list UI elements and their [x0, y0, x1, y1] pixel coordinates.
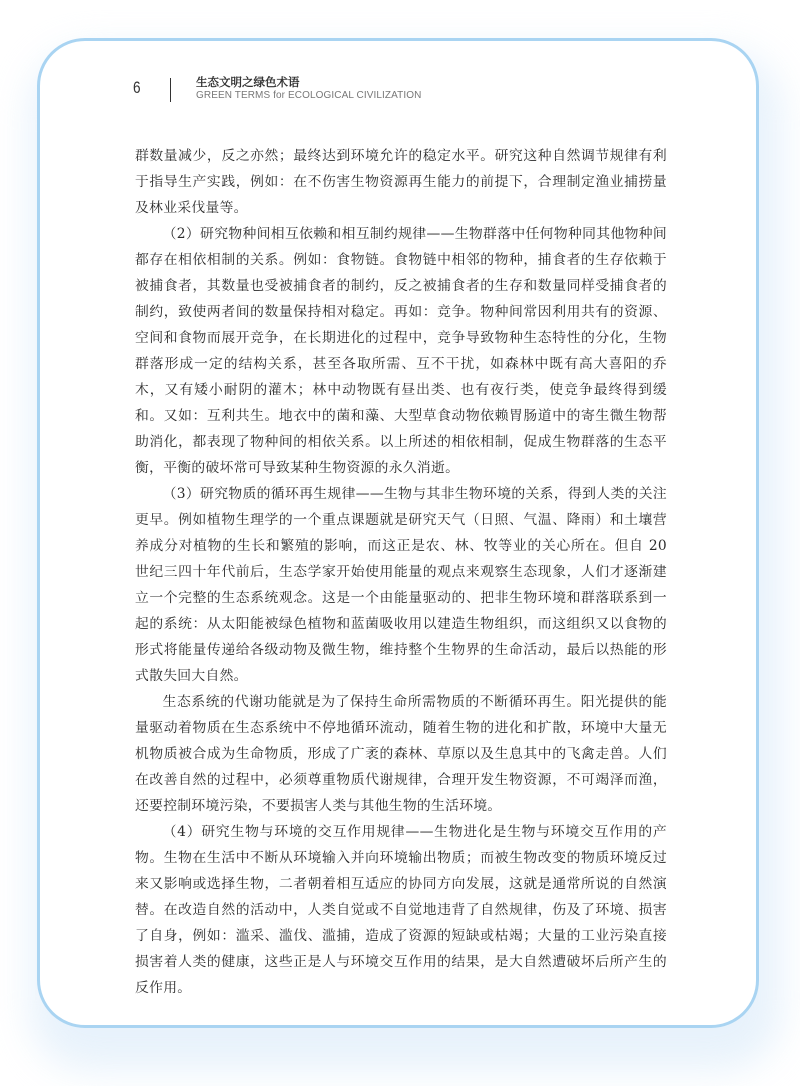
- paragraph: 群数量减少，反之亦然；最终达到环境允许的稳定水平。研究这种自然调节规律有利于指导生产实践，例如：在不伤害生物资源再生能力的前提下，合理制定渔业捕捞量及林业采伐量等。: [135, 148, 667, 216]
- paragraph: （3）研究物质的循环再生规律——生物与其非生物环境的关系，得到人类的关注更早。例如植物生理学的一个重点课题就是研究天气（日照、气温、降雨）和土壤营养成分对植物的生长和繁殖的影响，而这正是农、林、牧等业的关心所在。但自 20 世纪三四十年代前后，生态学家开始使用能量的观点来观察生态现象，人们才逐渐建立一个完整的生态系统观念。这是一个由能量驱动的、把非生物环境和群落联系到一起的系统：从太阳能被绿色植物和蓝菌吸收用以建造生物组织，而这组织又以食物的形式将能量传递给各级动物及微生物，维持整个生物界的生命活动，最后以热能的形式散失回大自然。: [135, 486, 667, 684]
- paragraph: （4）研究生物与环境的交互作用规律——生物进化是生物与环境交互作用的产物。生物在生活中不断从环境输入并向环境输出物质；而被生物改变的物质环境反过来又影响或选择生物，二者朝着相互适应的协同方向发展，这就是通常所说的自然演替。在改造自然的活动中，人类自觉或不自觉地违背了自然规律，伤及了环境、损害了自身，例如：滥采、滥伐、滥捕，造成了资源的短缺或枯竭；大量的工业污染直接损害着人类的健康，这些正是人与环境交互作用的结果，是大自然遭破坏后所产生的反作用。: [135, 824, 667, 996]
- header-divider: [170, 78, 171, 102]
- paragraph: 生态系统的代谢功能就是为了保持生命所需物质的不断循环再生。阳光提供的能量驱动着物质在生态系统中不停地循环流动，随着生物的进化和扩散，环境中大量无机物质被合成为生命物质，形成了广袤的森林、草原以及生息其中的飞禽走兽。人们在改善自然的过程中，必须尊重物质代谢规律，合理开发生物资源，不可竭泽而渔，还要控制环境污染，不要损害人类与其他生物的生活环境。: [135, 694, 667, 814]
- book-title-en: GREEN TERMS for ECOLOGICAL CIVILIZATION: [196, 90, 422, 101]
- paragraph: （2）研究物种间相互依赖和相互制约规律——生物群落中任何物种同其他物种间都存在相依相制的关系。例如：食物链。食物链中相邻的物种，捕食者的生存依赖于被捕食者，其数量也受被捕食者的制约，反之被捕食者的生存和数量同样受捕食者的制约，致使两者间的数量保持相对稳定。再如：竞争。物种间常因利用共有的资源、空间和食物而展开竞争，在长期进化的过程中，竞争导致物种生态特性的分化，生物群落形成一定的结构关系，甚至各取所需、互不干扰，如森林中既有高大喜阳的乔木，又有矮小耐阴的灌木；林中动物既有昼出类、也有夜行类，使竞争最终得到缓和。又如：互利共生。地衣中的菌和藻、大型草食动物依赖胃肠道中的寄生微生物帮助消化，都表现了物种间的相依关系。以上所述的相依相制，促成生物群落的生态平衡，平衡的破坏常可导致某种生物资源的永久消逝。: [135, 226, 667, 476]
- page-number: 6: [133, 78, 141, 97]
- book-title-cn: 生态文明之绿色术语: [196, 75, 300, 89]
- body-text: [135, 143, 667, 1001]
